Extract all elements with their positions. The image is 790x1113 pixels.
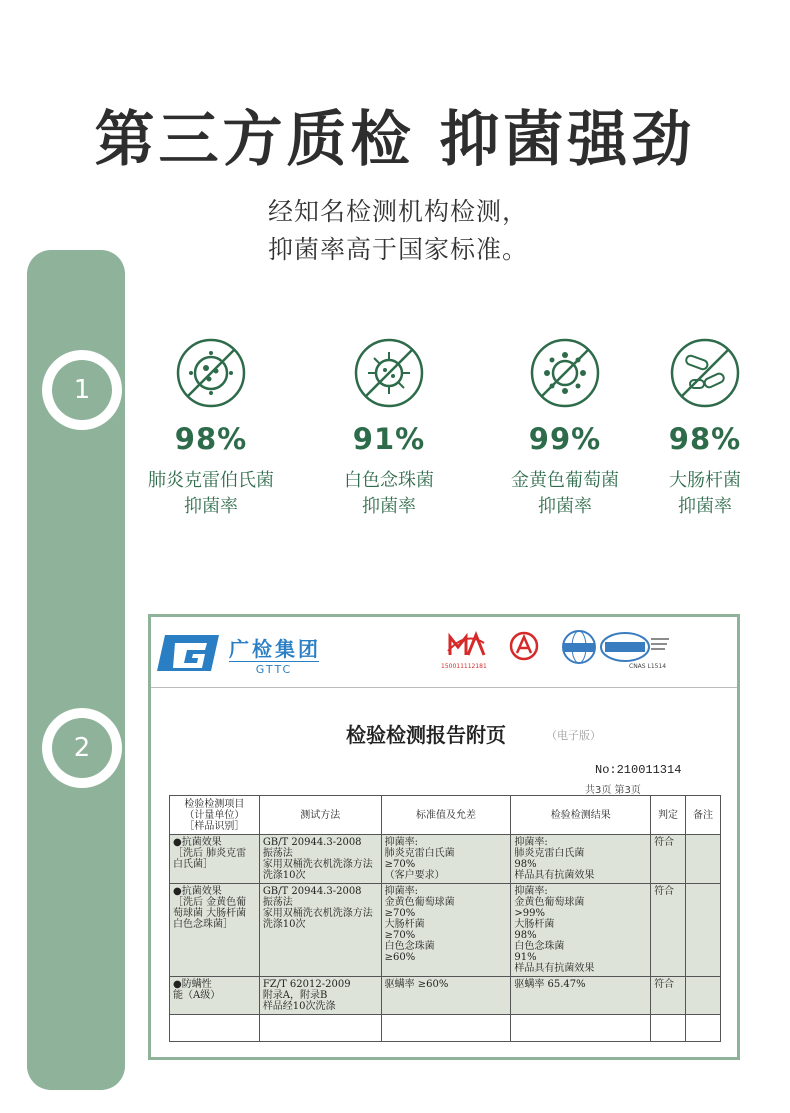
table-cell: 抑菌率: 金黄色葡萄球菌 ≥70% 大肠杆菌 ≥70% 白色念珠菌 ≥60% <box>381 884 511 977</box>
table-cell <box>381 1015 511 1042</box>
table-cell: ●防螨性 能（A级） <box>170 977 260 1015</box>
table-cell <box>686 1015 721 1042</box>
cma-code: 150011112181 <box>441 663 487 670</box>
table-row-empty <box>170 1015 721 1042</box>
ilac-mra-icon <box>561 629 597 665</box>
bacteria-cross-icon <box>176 338 246 408</box>
table-cell: 符合 <box>651 977 686 1015</box>
table-cell: 驱螨率 65.47% <box>511 977 651 1015</box>
table-cell <box>686 884 721 977</box>
table-header: 备注 <box>686 796 721 835</box>
stat-label-line1: 白色念珠菌 <box>344 470 434 491</box>
table-cell <box>259 1015 381 1042</box>
subtitle-line-2: 抑菌率高于国家标准。 <box>268 235 529 264</box>
report-number: No:210011314 <box>595 763 682 777</box>
stat-label-line1: 金黄色葡萄菌 <box>511 470 619 491</box>
table-row <box>170 977 721 1015</box>
stat-percent: 98% <box>668 422 742 456</box>
stat-percent: 98% <box>174 422 248 456</box>
step-number: 2 <box>52 718 112 778</box>
table-cell <box>511 1015 651 1042</box>
stat-percent: 99% <box>528 422 602 456</box>
stat-label-line2: 抑菌率 <box>362 496 416 517</box>
brand-name: 广检集团 <box>229 637 321 661</box>
table-row <box>170 835 721 884</box>
brand-sub: GTTC <box>229 661 319 676</box>
table-header-row <box>170 796 721 835</box>
stat-label-line2: 抑菌率 <box>184 496 238 517</box>
table-cell <box>686 835 721 884</box>
table-cell: 驱螨率 ≥60% <box>381 977 511 1015</box>
table-header: 标准值及允差 <box>381 796 511 835</box>
table-header: 检验检测项目 （计量单位） ［样品识别］ <box>170 796 260 835</box>
table-cell: 抑菌率: 肺炎克雷白氏菌 ≥70% （客户要求） <box>381 835 511 884</box>
stat-label-line2: 抑菌率 <box>678 496 732 517</box>
table-cell: GB/T 20944.3-2008 振荡法 家用双桶洗衣机洗涤方法 洗涤10次 <box>259 835 381 884</box>
stat-percent: 91% <box>352 422 426 456</box>
report-edition: （电子版） <box>546 729 601 742</box>
virus-cross-icon <box>354 338 424 408</box>
table-cell: 抑菌率: 金黄色葡萄球菌 >99% 大肠杆菌 98% 白色念珠菌 91% 样品具有抗菌效果 <box>511 884 651 977</box>
stat-ecoli <box>610 338 790 520</box>
cma-seal-icon <box>446 631 486 659</box>
table-cell: 符合 <box>651 835 686 884</box>
table-cell: ●抗菌效果 ［洗后 金黄色葡萄球菌 大肠杆菌 白色念珠菌］ <box>170 884 260 977</box>
cnas-mark-icon <box>599 631 671 663</box>
stat-label-line2: 抑菌率 <box>538 496 592 517</box>
table-header: 测试方法 <box>259 796 381 835</box>
cnas-code: CNAS L1514 <box>629 663 667 670</box>
stat-label <box>610 468 790 520</box>
stat-candida <box>294 338 484 520</box>
bacilli-cross-icon <box>670 338 740 408</box>
page-title: 第三方质检 抑菌强劲 <box>94 105 696 175</box>
table-cell <box>686 977 721 1015</box>
table-cell <box>170 1015 260 1042</box>
subtitle <box>268 193 528 269</box>
table-cell: FZ/T 62012-2009 附录A，附录B 样品经10次洗涤 <box>259 977 381 1015</box>
table-header: 检验检测结果 <box>511 796 651 835</box>
step-badge-1 <box>42 350 122 430</box>
stat-label <box>294 468 484 520</box>
gttc-logo-icon <box>157 633 219 673</box>
table-cell <box>651 1015 686 1042</box>
test-report <box>148 614 740 1060</box>
cal-seal-icon <box>507 631 541 661</box>
table-cell: 抑菌率: 肺炎克雷白氏菌 98% 样品具有抗菌效果 <box>511 835 651 884</box>
stat-label-line1: 肺炎克雷伯氏菌 <box>148 470 274 491</box>
report-page-info: 共3页 第3页 <box>585 785 641 796</box>
stat-klebsiella <box>116 338 306 520</box>
step-number: 1 <box>52 360 112 420</box>
report-table <box>169 795 721 1042</box>
subtitle-line-1: 经知名检测机构检测， <box>268 197 529 226</box>
table-cell: ●抗菌效果 ［洗后 肺炎克雷白氏菌］ <box>170 835 260 884</box>
table-cell: 符合 <box>651 884 686 977</box>
table-row <box>170 884 721 977</box>
table-cell: GB/T 20944.3-2008 振荡法 家用双桶洗衣机洗涤方法 洗涤10次 <box>259 884 381 977</box>
report-header <box>151 617 737 688</box>
coronavirus-cross-icon <box>530 338 600 408</box>
step-badge-2 <box>42 708 122 788</box>
report-title: 检验检测报告附页 <box>346 723 506 747</box>
table-header: 判定 <box>651 796 686 835</box>
stat-label <box>116 468 306 520</box>
stat-label-line1: 大肠杆菌 <box>669 470 741 491</box>
